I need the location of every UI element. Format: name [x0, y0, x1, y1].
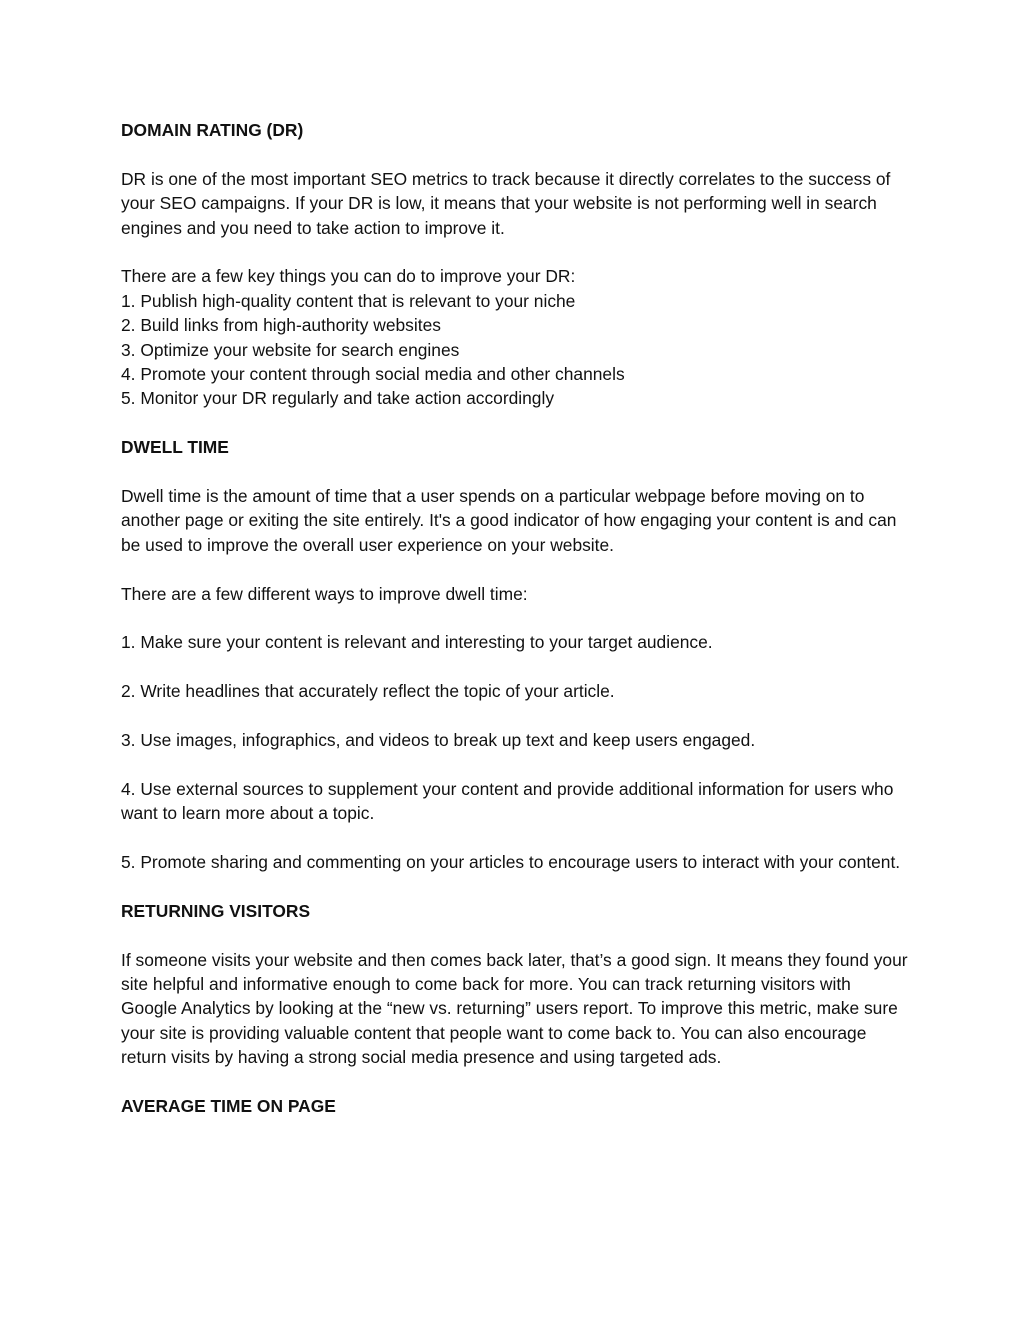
document-page [121, 118, 911, 1118]
list-item: 5. Monitor your DR regularly and take action accordingly [121, 388, 555, 409]
paragraph-domain-rating: DR is one of the most important SEO metrics to track because it directly correlates to the success of your SEO campaigns. If your DR is low, it means that your website is not performing well in search engines and you need to take action to improve it. [121, 168, 891, 238]
list-item: 2. Build links from high-authority websites [121, 315, 441, 336]
intro-dwell-time-tips: There are a few different ways to improve dwell time: [121, 583, 528, 604]
list-domain-rating-tips [121, 289, 911, 411]
list-item: 2. Write headlines that accurately reflect the topic of your article. [121, 681, 615, 702]
paragraph-dwell-time: Dwell time is the amount of time that a user spends on a particular webpage before moving on to another page or exiting the site entirely. It's a good indicator of how engaging your content is and can be used to improve the overall user experience on your website. [121, 486, 897, 555]
list-item: 3. Optimize your website for search engines [121, 339, 460, 360]
list-item: 3. Use images, infographics, and videos to break up text and keep users engaged. [121, 730, 756, 751]
heading-dwell-time: DWELL TIME [121, 437, 229, 458]
heading-returning-visitors: RETURNING VISITORS [121, 900, 311, 921]
list-item: 1. Make sure your content is relevant and interesting to your target audience. [121, 632, 713, 653]
intro-domain-rating-tips: There are a few key things you can do to improve your DR: [121, 266, 576, 287]
heading-domain-rating: DOMAIN RATING (DR) [121, 120, 304, 140]
list-item: 4. Use external sources to supplement your content and provide additional information for users who want to learn more about a topic. [121, 778, 894, 824]
list-item: 5. Promote sharing and commenting on your articles to encourage users to interact with your content. [121, 852, 901, 873]
heading-average-time-on-page: AVERAGE TIME ON PAGE [121, 1096, 336, 1117]
list-item: 1. Publish high-quality content that is relevant to your niche [121, 290, 576, 311]
list-item: 4. Promote your content through social media and other channels [121, 364, 625, 385]
paragraph-returning-visitors: If someone visits your website and then comes back later, that’s a good sign. It means they found your site helpful and informative enough to come back for more. You can track returning visitors with Google Analytics by looking at the “new vs. returning” users report. To improve this metric, make sure your site is providing valuable content that people want to come back to. You can also encourage return visits by having a strong social media presence and using targeted ads. [121, 949, 908, 1068]
